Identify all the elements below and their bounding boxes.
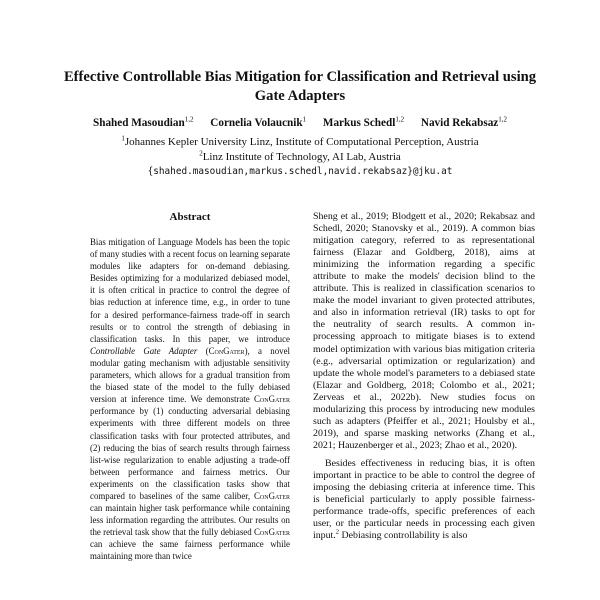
intro-paragraph-1: Sheng et al., 2019; Blodgett et al., 2020; Rekabsaz and Schedl, 2020; Stanovsky et al., 2019). A common bias mitigation category, referred to as representational fairness (Elazar and Goldberg, 2018), aims at minimizing the information regarding a specific attribute to make the models' decision blind to the attribute. This is realized in classification scenarios to make the model invariant to given protected attributes, and also in information retrieval (IR) tasks to opt for the neutrality of search results. A common in-processing approach to mitigate biases is to extend model optimization with various bias mitigation criteria (e.g., adversarial optimization or regularization) and update the whole model's parameters to a debiased state (Elazar and Goldberg, 2018; Colombo et al., 2021; Zerveas et al., 2022b). New studies focus on modularizing this process by introducing new modules such as adapters (Pfeiffer et al., 2021; Houlsby et al., 2019), and sparse masking networks (Zhang et al., 2021; Hauzenberger et al., 2023; Zhao et al., 2020).: [313, 211, 535, 451]
method-acronym: ConGater: [254, 490, 290, 501]
method-acronym: ConGater: [208, 345, 245, 356]
paper-title: Effective Controllable Bias Mitigation for Classification and Retrieval using Gate Adapters: [63, 69, 537, 104]
method-acronym: ConGater: [254, 527, 290, 538]
author-4: Navid Rekabsaz$^{1,2}$: [420, 115, 507, 129]
author-1: Shahed Masoudian$^{1,2}$: [93, 115, 194, 129]
author-2: Cornelia Volaucnik$^1$: [210, 115, 307, 129]
affiliation-1: $^1$Johannes Kepler University Linz, Institute of Computational Perception, Austria: [121, 134, 479, 148]
method-acronym: ConGater: [254, 394, 290, 405]
method-name-italic: Controllable Gate Adapter: [90, 345, 198, 356]
author-3: Markus Schedl$^{1,2}$: [322, 115, 405, 129]
email-addresses: {shahed.masoudian,markus.schedl,navid.rekabsaz}@jku.at: [147, 166, 453, 177]
intro-column: [313, 211, 535, 600]
footnote-mark: 2: [335, 528, 340, 536]
abstract-heading: Abstract: [169, 211, 211, 223]
author-list: [40, 117, 560, 129]
affiliation-2: $^2$Linz Institute of Technology, AI Lab, Austria: [199, 149, 401, 163]
intro-paragraph-2: Besides effectiveness in reducing bias, it is often important in practice to be able to control the degree of imposing the debiasing criteria at inference time. This is beneficial particularly to apply possible fairness-performance trade-offs, specific preferences of each user, or the particular needs in processing each given input.$^2$ Debiasing controllability is also: [313, 457, 535, 542]
abstract-text: Bias mitigation of Language Models has been the topic of many studies with a recent focus on learning separate modules like adapters for on-demand debiasing. Besides optimizing for a modularized debiased model, it is often critical in practice to control the degree of bias reduction at inference time, e.g., in order to tune for a desired performance-fairness trade-off in search results or to control the strength of debiasing in classification tasks. In this paper, we introduce Controllable Gate Adapter (ConGater), a novel modular gating mechanism with adjustable sensitivity parameters, which allows for a gradual transition from the biased state of the model to the fully debiased version at inference time. We demonstrate ConGater performance by (1) conducting adversarial debiasing experiments with three different models on three classification tasks with four protected attributes, and (2) reducing the bias of search results through fairness list-wise regularization to enable adjusting a trade-off between performance and fairness metrics. Our experiments on the classification tasks show that compared to baselines of the same caliber, ConGater can maintain higher task performance while containing less information regarding the attributes. Our results on the retrieval task show that the fully debiased ConGater can achieve the same fairness performance while maintaining more than twice: [90, 237, 290, 562]
